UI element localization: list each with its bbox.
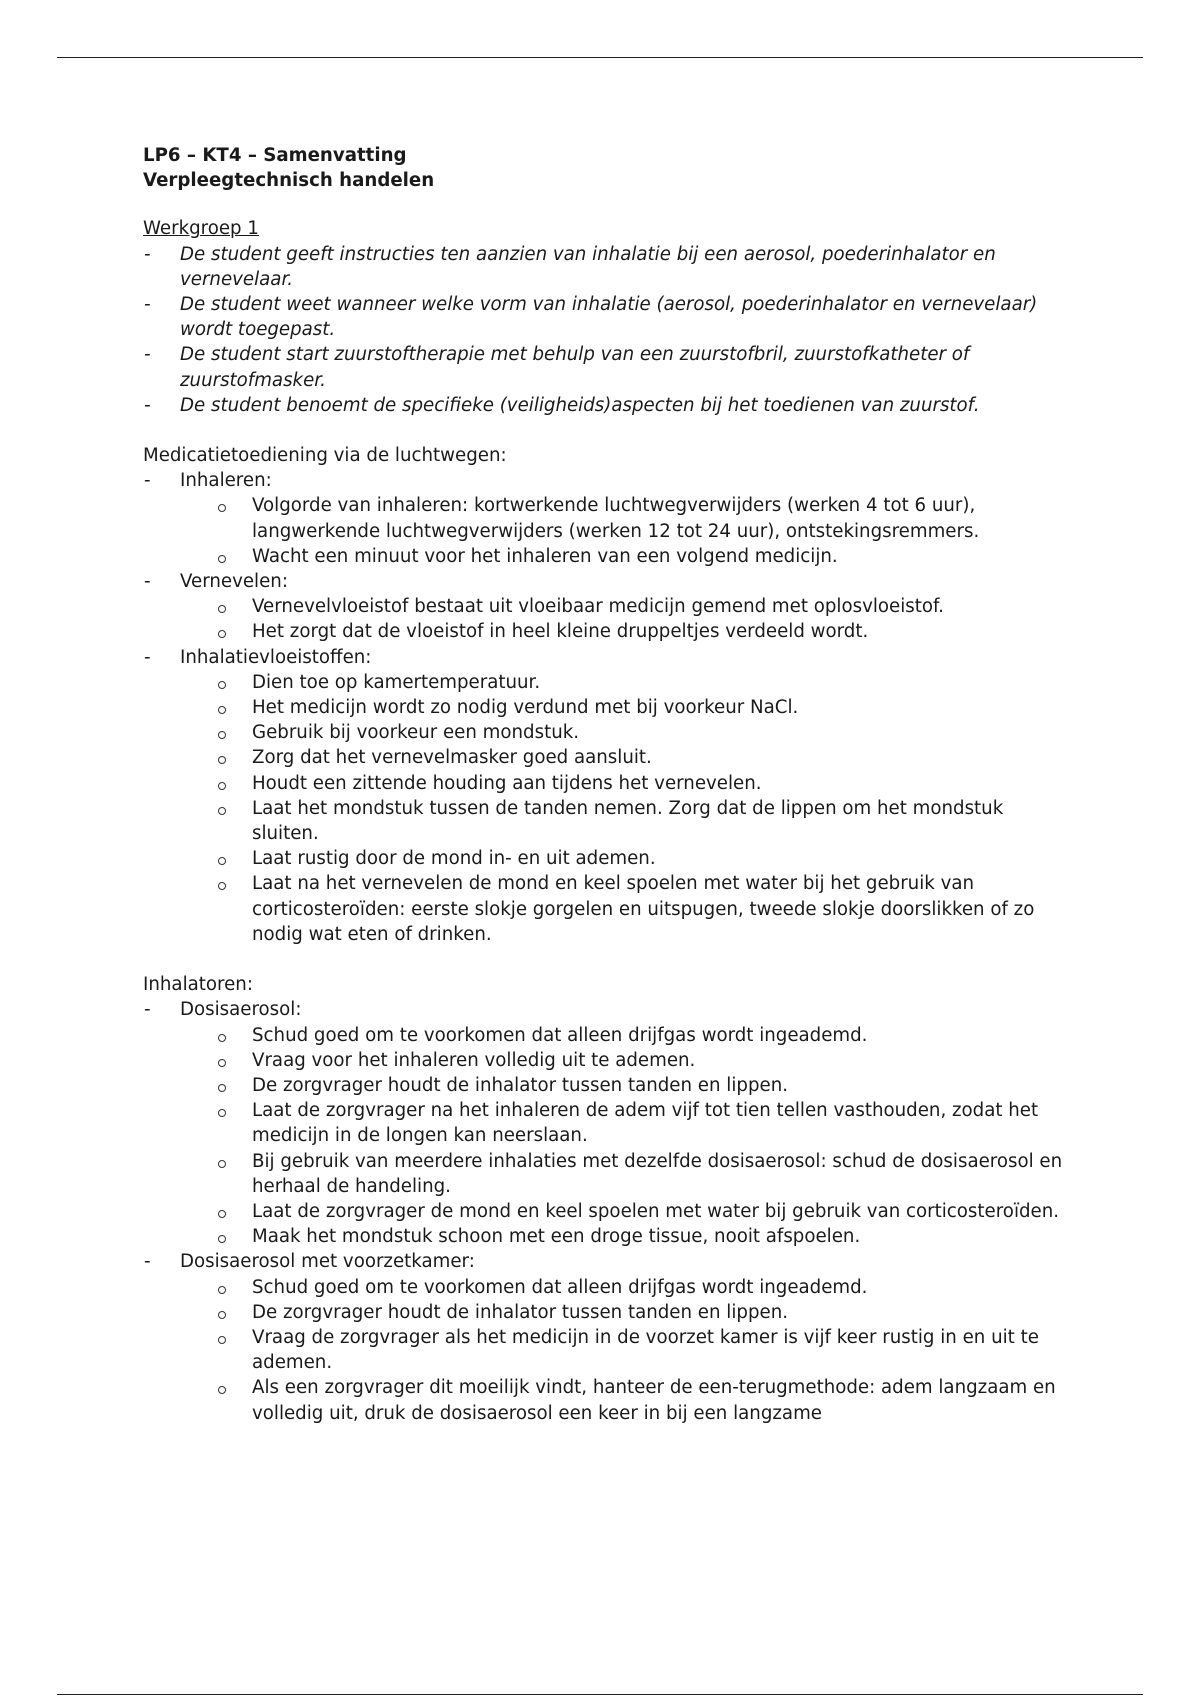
list-item: Bij gebruik van meerdere inhalaties met dezelfde dosisaerosol: schud de dosisaerosol en herhaal de handeling. [143, 1149, 1063, 1199]
list-item: Houdt een zittende houding aan tijdens het vernevelen. [143, 771, 1063, 796]
group-label-vernevelen: - Vernevelen: [143, 569, 1063, 594]
document-subtitle: Verpleegtechnisch handelen [143, 170, 435, 192]
list-item: Als een zorgvrager dit moeilijk vindt, hanteer de een-terugmethode: adem langzaam en volledig uit, druk de dosisaerosol een keer in bij een langzame [143, 1375, 1063, 1425]
list-item: Het zorgt dat de vloeistof in heel kleine druppeltjes verdeeld wordt. [143, 619, 1063, 644]
list-item: Vraag voor het inhaleren volledig uit te ademen. [143, 1048, 1063, 1073]
group-label-inhalatievloeistoffen: - Inhalatievloeistoffen: [143, 645, 1063, 670]
list-item: Vernevelvloeistof bestaat uit vloeibaar medicijn gemend met oplosvloeistof. [143, 594, 1063, 619]
inhalatoren-heading: Inhalatoren: [143, 974, 253, 996]
list-item: Gebruik bij voorkeur een mondstuk. [143, 720, 1063, 745]
learning-goal: - De student benoemt de specifieke (veiligheids)aspecten bij het toedienen van zuurstof. [143, 393, 1063, 418]
learning-goals-list [143, 242, 1063, 418]
learning-goal: - De student geeft instructies ten aanzien van inhalatie bij een aerosol, poederinhalator en vernevelaar. [143, 242, 1063, 292]
group-label-inhaleren: - Inhaleren: [143, 468, 1063, 493]
document-body [143, 143, 1063, 1426]
list-item: Schud goed om te voorkomen dat alleen drijfgas wordt ingeademd. [143, 1275, 1063, 1300]
list-item: De zorgvrager houdt de inhalator tussen tanden en lippen. [143, 1073, 1063, 1098]
top-rule [57, 57, 1143, 58]
list-item: Laat de zorgvrager de mond en keel spoelen met water bij gebruik van corticosteroïden. [143, 1199, 1063, 1224]
list-item: Wacht een minuut voor het inhaleren van een volgend medicijn. [143, 544, 1063, 569]
bottom-rule [57, 1694, 1143, 1695]
list-item: Zorg dat het vernevelmasker goed aansluit. [143, 745, 1063, 770]
medicatie-list [143, 468, 1063, 947]
list-item: Schud goed om te voorkomen dat alleen drijfgas wordt ingeademd. [143, 1023, 1063, 1048]
inhalatoren-list [143, 997, 1063, 1425]
learning-goal: - De student start zuurstoftherapie met behulp van een zuurstofbril, zuurstofkatheter of zuurstofmasker. [143, 342, 1063, 392]
learning-goal: - De student weet wanneer welke vorm van inhalatie (aerosol, poederinhalator en vernevelaar) wordt toegepast. [143, 292, 1063, 342]
list-item: Laat het mondstuk tussen de tanden nemen. Zorg dat de lippen om het mondstuk sluiten. [143, 796, 1063, 846]
list-item: Maak het mondstuk schoon met een droge tissue, nooit afspoelen. [143, 1224, 1063, 1249]
list-item: Laat na het vernevelen de mond en keel spoelen met water bij het gebruik van corticosteroïden: eerste slokje gorgelen en uitspugen, tweede slokje doorslikken of zo nodig wat eten of drinken. [143, 871, 1063, 947]
list-item: Dien toe op kamertemperatuur. [143, 670, 1063, 695]
list-item: Vraag de zorgvrager als het medicijn in de voorzet kamer is vijf keer rustig in en uit te ademen. [143, 1325, 1063, 1375]
group-label-voorzetkamer: - Dosisaerosol met voorzetkamer: [143, 1249, 1063, 1274]
list-item: Laat rustig door de mond in- en uit ademen. [143, 846, 1063, 871]
list-item: De zorgvrager houdt de inhalator tussen tanden en lippen. [143, 1300, 1063, 1325]
list-item: Laat de zorgvrager na het inhaleren de adem vijf tot tien tellen vasthouden, zodat het medicijn in de longen kan neerslaan. [143, 1098, 1063, 1148]
list-item: Volgorde van inhaleren: kortwerkende luchtwegverwijders (werken 4 tot 6 uur), langwerkende luchtwegverwijders (werken 12 tot 24 uur), ontstekingsremmers. [143, 493, 1063, 543]
medicatie-heading: Medicatietoediening via de luchtwegen: [143, 445, 507, 467]
werkgroep-heading: Werkgroep 1 [143, 218, 259, 240]
group-label-dosisaerosol: - Dosisaerosol: [143, 997, 1063, 1022]
list-item: Het medicijn wordt zo nodig verdund met bij voorkeur NaCl. [143, 695, 1063, 720]
document-title: LP6 – KT4 – Samenvatting [143, 145, 407, 166]
